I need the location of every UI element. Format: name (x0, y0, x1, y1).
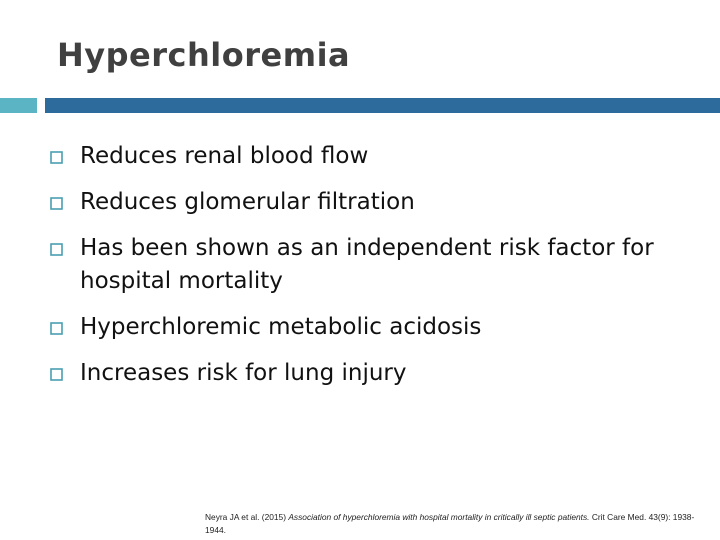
bullet-text: Hyperchloremic metabolic acidosis (80, 314, 482, 340)
bullet-list (50, 140, 690, 403)
slide-title: Hyperchloremia (57, 36, 351, 74)
citation-authors: Neyra JA et al. (2015) (205, 512, 289, 522)
hollow-square-bullet-icon (50, 322, 63, 335)
bullet-text: Increases risk for lung injury (80, 360, 407, 386)
hollow-square-bullet-icon (50, 368, 63, 381)
bullet-item (50, 140, 690, 173)
bullet-item (50, 232, 690, 298)
bullet-text: Has been shown as an independent risk factor for hospital mortality (80, 235, 654, 294)
bullet-text: Reduces renal blood flow (80, 143, 369, 169)
citation-journal: Crit Care Med. 43(9): 1938-1944. (205, 512, 695, 535)
bullet-item (50, 186, 690, 219)
bullet-text: Reduces glomerular filtration (80, 189, 415, 215)
accent-bar-left (0, 98, 37, 113)
citation-article-title: Association of hyperchloremia with hospital mortality in critically ill septic patients. (288, 512, 590, 522)
hollow-square-bullet-icon (50, 151, 63, 164)
hollow-square-bullet-icon (50, 197, 63, 210)
accent-bar-right (45, 98, 720, 113)
bullet-item (50, 311, 690, 344)
citation (205, 511, 715, 537)
bullet-item (50, 357, 690, 390)
hollow-square-bullet-icon (50, 243, 63, 256)
